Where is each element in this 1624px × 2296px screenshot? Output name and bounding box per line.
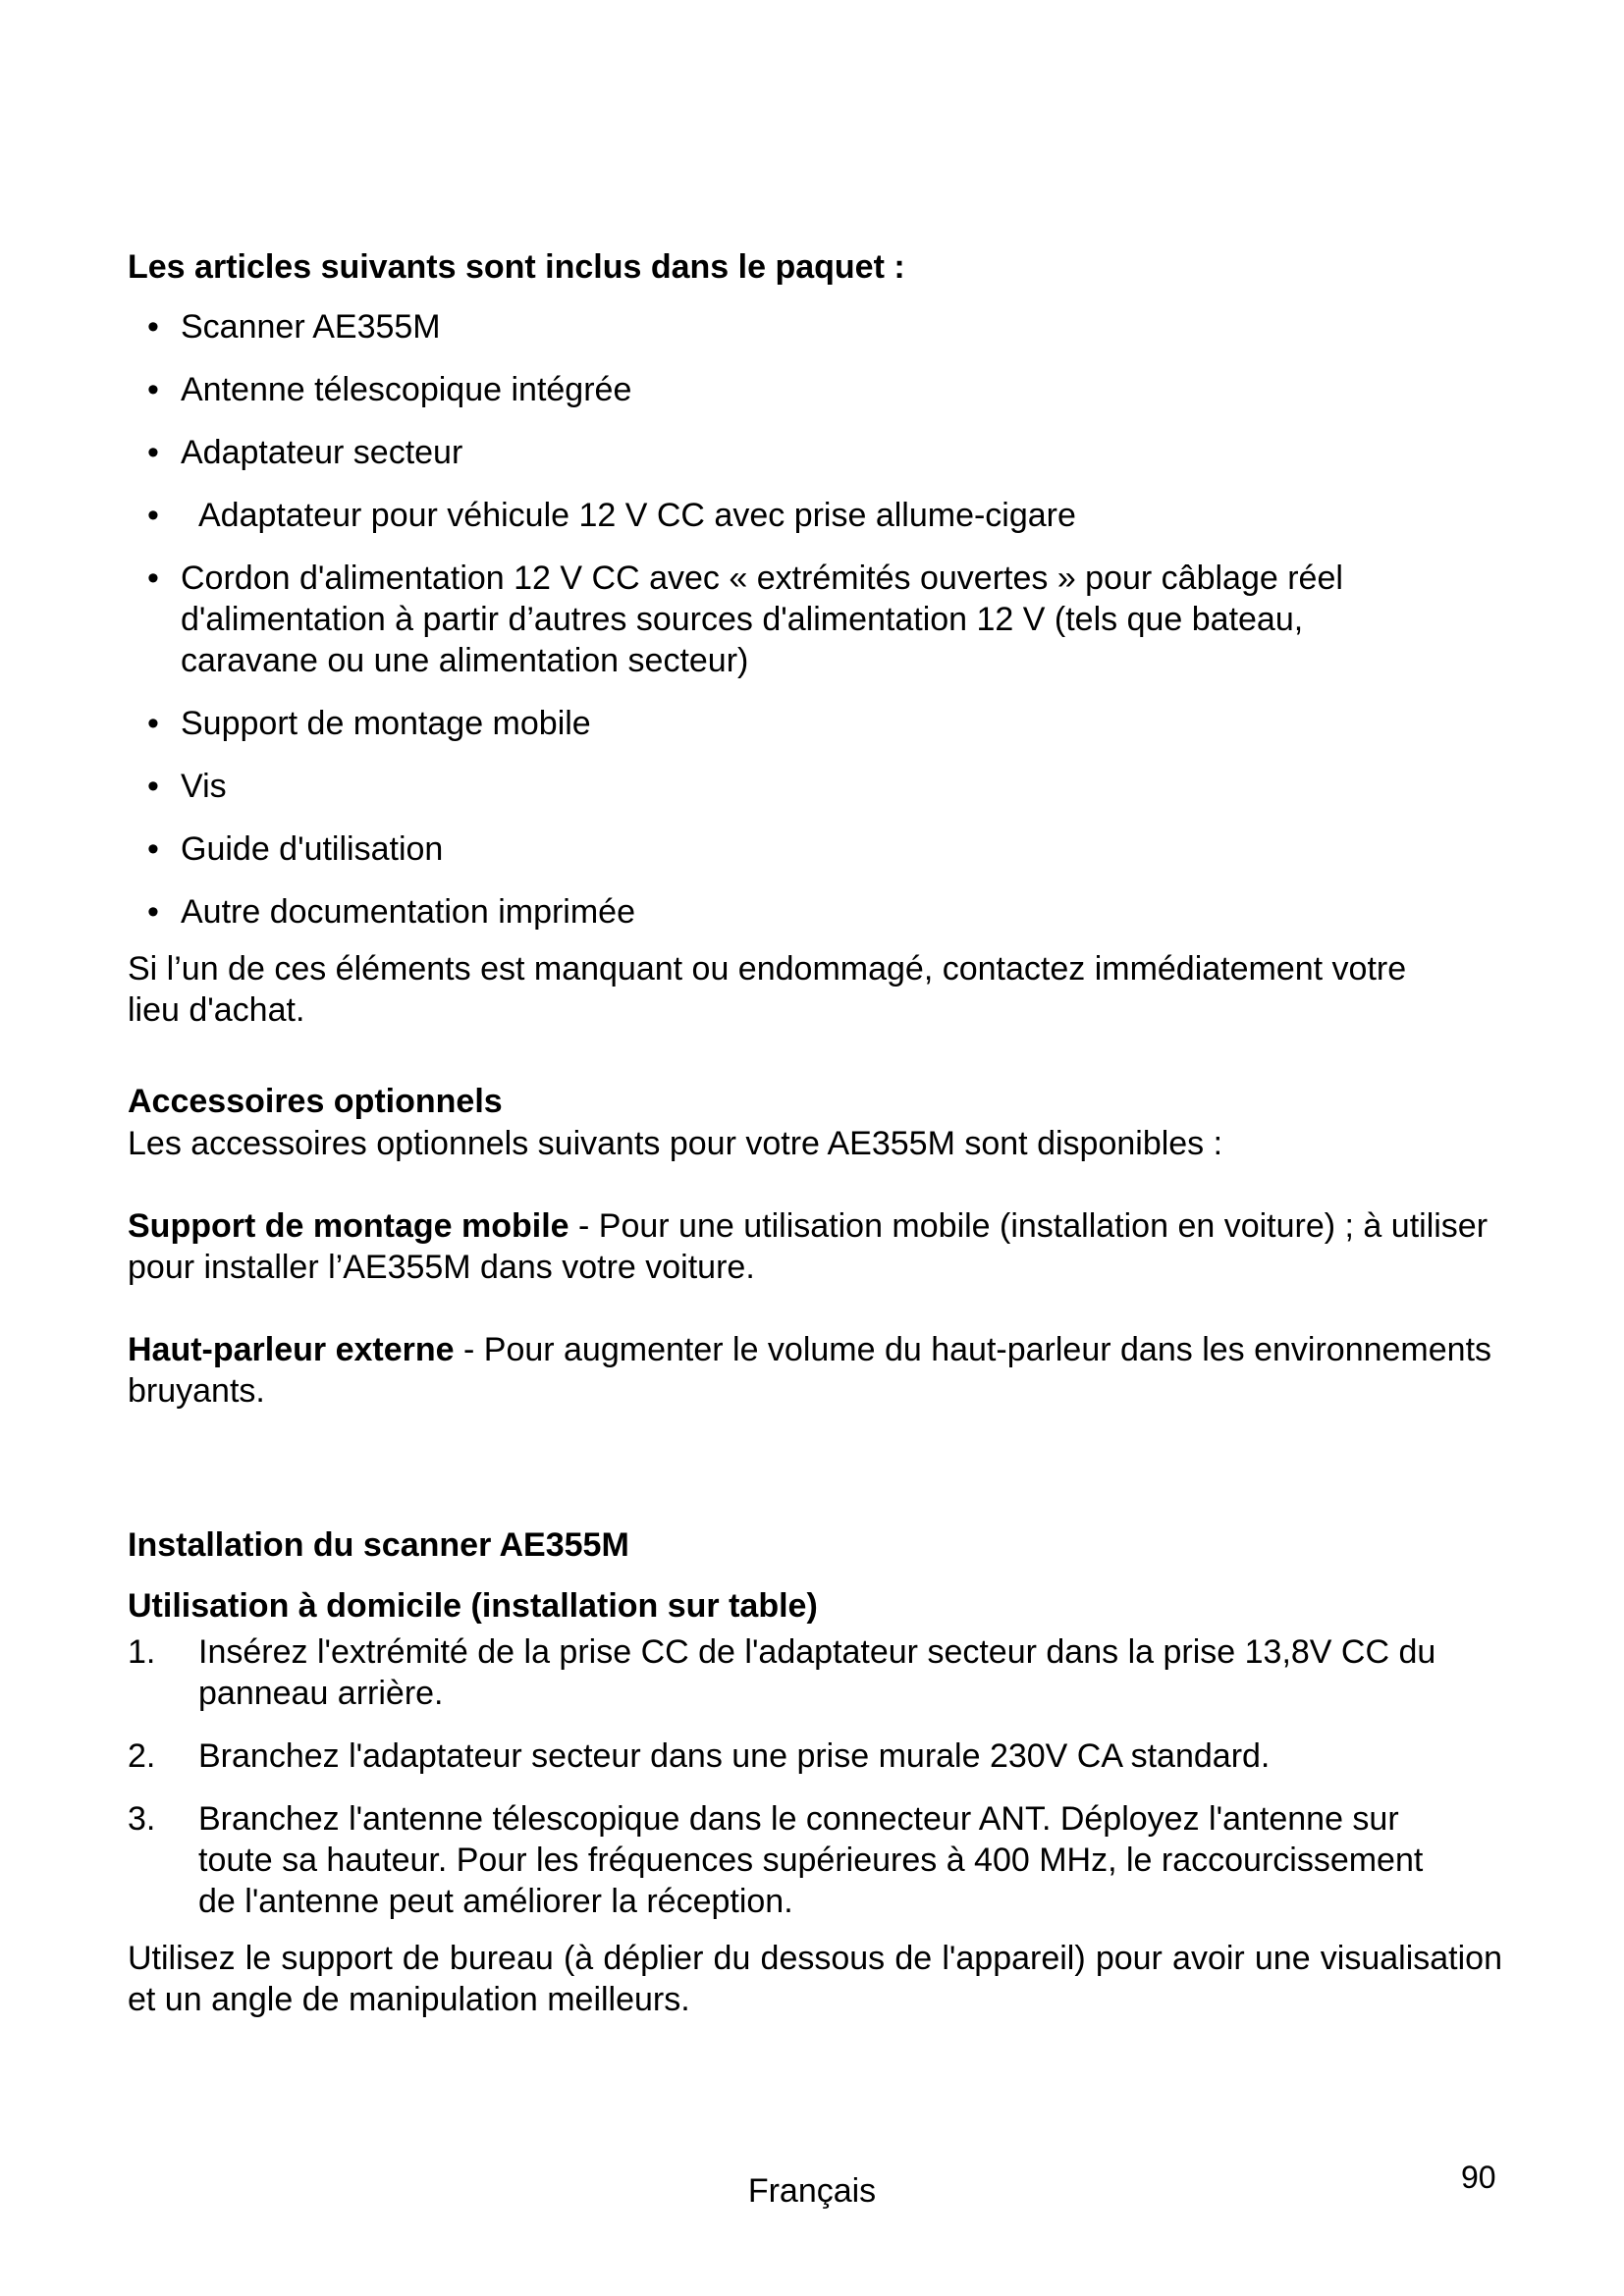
step-number: 2. <box>128 1737 156 1775</box>
list-item: • Scanner AE355M <box>147 308 441 346</box>
list-item: • Support de montage mobile <box>147 705 591 742</box>
bullet-icon: • <box>147 308 159 346</box>
list-item: • Vis <box>147 768 227 805</box>
step-item: 2. Branchez l'adaptateur secteur dans une prise murale 230V CA standard. <box>128 1737 1271 1775</box>
accessories-intro: Les accessoires optionnels suivants pour votre AE355M sont disponibles : <box>128 1125 1223 1162</box>
accessory-name: Support de montage mobile <box>128 1207 569 1245</box>
list-item: • Guide d'utilisation <box>147 830 444 868</box>
accessory-item <box>128 1205 1502 1288</box>
bullet-icon: • <box>147 560 159 597</box>
accessory-desc: - Pour une utilisation mobile (installation en voiture) ; à utiliser pour installer l’AE355M dans votre voiture. <box>128 1207 1489 1286</box>
bullet-icon: • <box>147 893 159 931</box>
list-item: • Cordon d'alimentation 12 V CC avec « extrémités ouvertes » pour câblage réel d'alimentation à partir d’autres sources d'alimentation 12 V (tels que bateau, caravane ou une alimentation secteur) <box>147 560 1343 679</box>
installation-subheading: Utilisation à domicile (installation sur table) <box>128 1587 818 1625</box>
package-list <box>128 306 1502 933</box>
list-item: • Antenne télescopique intégrée <box>147 371 632 408</box>
bullet-icon: • <box>147 830 159 868</box>
list-item: • Adaptateur pour véhicule 12 V CC avec prise allume-cigare <box>147 497 1076 534</box>
bullet-icon: • <box>147 371 159 408</box>
list-item: • Autre documentation imprimée <box>147 893 636 931</box>
list-item: • Adaptateur secteur <box>147 434 463 471</box>
step-item: 1. Insérez l'extrémité de la prise CC de l'adaptateur secteur dans la prise 13,8V CC du panneau arrière. <box>128 1633 1436 1712</box>
missing-items-note: Si l’un de ces éléments est manquant ou endommagé, contactez immédiatement votre lieu d'achat. <box>128 950 1407 1029</box>
accessories-heading: Accessoires optionnels <box>128 1083 503 1120</box>
step-number: 1. <box>128 1633 156 1671</box>
bullet-icon: • <box>147 497 159 534</box>
accessory-desc: - Pour augmenter le volume du haut-parleur dans les environnements bruyants. <box>128 1331 1492 1410</box>
document-page <box>128 245 1502 2020</box>
bullet-icon: • <box>147 705 159 742</box>
installation-heading: Installation du scanner AE355M <box>128 1526 629 1564</box>
installation-steps <box>128 1631 1502 1922</box>
step-item: 3. Branchez l'antenne télescopique dans le connecteur ANT. Déployez l'antenne sur toute sa hauteur. Pour les fréquences supérieures à 400 MHz, le raccourcissement de l'antenne peut améliorer la réception. <box>128 1800 1424 1920</box>
bullet-icon: • <box>147 768 159 805</box>
step-number: 3. <box>128 1800 156 1838</box>
accessory-name: Haut-parleur externe <box>128 1331 455 1368</box>
package-heading: Les articles suivants sont inclus dans le paquet : <box>128 248 905 286</box>
accessory-item <box>128 1329 1502 1412</box>
desk-stand-note: Utilisez le support de bureau (à déplier du dessous de l'appareil) pour avoir une visualisation et un angle de manipulation meilleurs. <box>128 1940 1502 2018</box>
bullet-icon: • <box>147 434 159 471</box>
page-number: 90 <box>1461 2160 1496 2195</box>
footer-language: Français <box>747 2172 877 2210</box>
